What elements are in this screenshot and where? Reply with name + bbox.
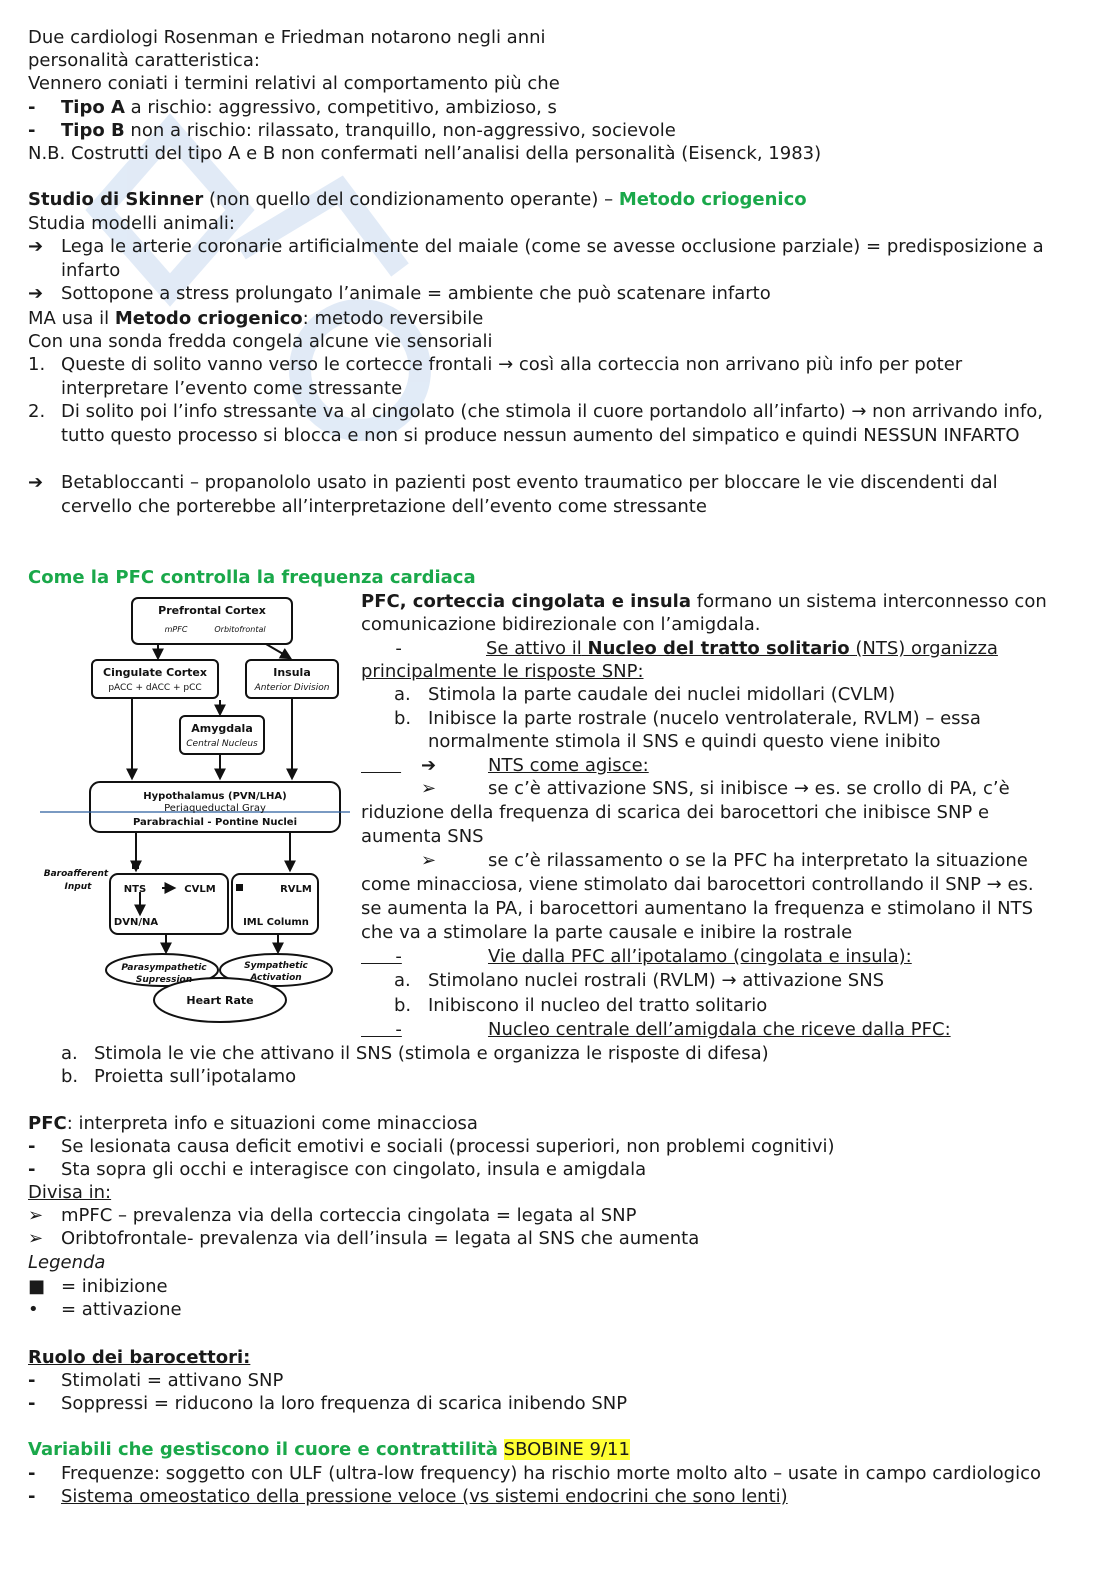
nts-item-a: a. Stimola la parte caudale dei nuclei midollari (CVLM): [394, 684, 896, 705]
baro-heading: Ruolo dei barocettori:: [28, 1347, 251, 1368]
amig-item-a: a. Stimola le vie che attivano il SNS (stimola e organizza le risposte di difesa): [61, 1043, 769, 1064]
arrow-right-icon: ➔: [28, 283, 44, 304]
svg-text:NTS: NTS: [123, 884, 147, 895]
vie-item-a: a. Stimolano nuclei rostrali (RVLM) → attivazione SNS: [394, 970, 885, 991]
svg-text:Parabrachial - Pontine Nuclei: Parabrachial - Pontine Nuclei: [132, 817, 298, 828]
nts-item-b: b. Inibisce la parte rostrale (nucelo ventrolaterale, RVLM) – essa: [394, 708, 981, 729]
pfc-item-2: - Sta sopra gli occhi e interagisce con cingolato, insula e amigdala: [28, 1159, 647, 1180]
svg-text:Input: Input: [64, 882, 92, 892]
arrow-right-icon: ➔: [421, 755, 437, 776]
square-icon: ■: [28, 1276, 46, 1297]
intro-line-2: personalità caratteristica:: [28, 50, 260, 71]
nb-note: N.B. Costrutti del tipo A e B non confermati nell’analisi della personalità (Eisenck, 1983): [28, 143, 822, 164]
arrow-right-icon: ➔: [28, 472, 44, 493]
sbobine-highlight: SBOBINE 9/11: [503, 1439, 630, 1460]
legenda-1: ■ = inibizione: [28, 1276, 168, 1297]
svg-text:Periaqueductal Gray: Periaqueductal Gray: [164, 803, 266, 814]
diagram-heart-rate-label: Heart Rate: [186, 994, 254, 1007]
legenda-2: • = attivazione: [28, 1299, 182, 1320]
svg-text:Central Nucleus: Central Nucleus: [186, 739, 258, 749]
skinner-num-1: 1. Queste di solito vanno verso le cortecce frontali → così alla corteccia non arrivano più info per poter: [28, 354, 963, 375]
inhibition-square: [132, 862, 139, 869]
pfc-p1-line2: comunicazione bidirezionale con l’amigdala.: [361, 614, 761, 635]
skinner-bullet-2: ➔ Sottopone a stress prolungato l’animale = ambiente che può scatenare infarto: [28, 283, 771, 304]
agisce-1: ➢ se c’è attivazione SNS, si inibisce → es. se crollo di PA, c’è: [421, 778, 1010, 799]
chevron-right-icon: ➢: [28, 1228, 44, 1249]
chevron-right-icon: ➢: [421, 778, 437, 799]
tipo-b-item: - Tipo B non a rischio: rilassato, tranquillo, non-aggressivo, socievole: [28, 120, 676, 141]
svg-text:Sympathetic: Sympathetic: [244, 961, 308, 971]
pfc-section-title: Come la PFC controlla la frequenza cardiaca: [28, 567, 476, 588]
pfc-item-1: - Se lesionata causa deficit emotivi e sociali (processi superiori, non problemi cognitivi): [28, 1136, 835, 1157]
amig-item-b: b. Proietta sull’ipotalamo: [61, 1066, 297, 1087]
chevron-right-icon: ➢: [28, 1205, 44, 1226]
skinner-heading: Studio di Skinner (non quello del condizionamento operante) – Metodo criogenico: [28, 189, 807, 210]
diagram-cingulate-label: Cingulate Cortex: [103, 666, 207, 679]
divisa-2: ➢ Oribtofrontale- prevalenza via dell’insula = legata al SNS che aumenta: [28, 1228, 700, 1249]
pfc-definition: PFC: interpreta info e situazioni come minacciosa: [28, 1113, 478, 1134]
beta-bullet-cont: cervello che porterebbe all’interpretazione dell’evento come stressante: [61, 496, 707, 517]
inhibition-square: [236, 884, 243, 891]
svg-text:RVLM: RVLM: [280, 884, 312, 895]
divisa-1: ➢ mPFC – prevalenza via della corteccia cingolata = legata al SNP: [28, 1205, 637, 1226]
beta-bullet: ➔ Betabloccanti – propanololo usato in pazienti post evento traumatico per bloccare le vie discendenti dal: [28, 472, 998, 493]
skinner-sonda: Con una sonda fredda congela alcune vie sensoriali: [28, 331, 493, 352]
agisce-1-cont2: aumenta SNS: [361, 826, 484, 847]
vie-item-b: b. Inibiscono il nucleo del tratto solitario: [394, 995, 768, 1016]
svg-text:DVN/NA: DVN/NA: [113, 917, 159, 928]
skinner-num-1-cont: interpretare l’evento come stressante: [61, 378, 403, 399]
svg-text:mPFC: mPFC: [164, 625, 188, 634]
pfc-p1: PFC, corteccia cingolata e insula formano un sistema interconnesso con: [361, 591, 1047, 612]
svg-text:CVLM: CVLM: [184, 884, 216, 895]
arrow-right-icon: ➔: [28, 236, 44, 257]
agisce-2-cont: come minacciosa, viene stimolato dai barocettori controllando il SNP → es.: [361, 874, 1034, 895]
svg-text:Anterior Division: Anterior Division: [254, 683, 330, 693]
tipo-a-label: Tipo A: [61, 97, 125, 118]
agisce-heading: ➔ NTS come agisce:: [421, 755, 649, 776]
variabili-heading: Variabili che gestiscono il cuore e contrattilità SBOBINE 9/11: [28, 1439, 630, 1460]
legenda-heading: Legenda: [28, 1252, 106, 1273]
divisa-heading: Divisa in:: [28, 1182, 112, 1203]
variabili-item-2: - Sistema omeostatico della pressione veloce (vs sistemi endocrini che sono lenti): [28, 1486, 788, 1507]
amig-heading: - Nucleo centrale dell’amigdala che riceve dalla PFC:: [361, 1019, 951, 1040]
svg-text:IML Column: IML Column: [243, 917, 309, 928]
agisce-2-cont2: se aumenta la PA, i barocettori aumentano la frequenza e stimolano il NTS: [361, 898, 1034, 919]
intro-line-1: Due cardiologi Rosenman e Friedman notarono negli anni: [28, 27, 546, 48]
baro-item-2: - Soppressi = riducono la loro frequenza di scarica inibendo SNP: [28, 1393, 628, 1414]
agisce-2: ➢ se c’è rilassamento o se la PFC ha interpretato la situazione: [421, 850, 1028, 871]
svg-text:Parasympathetic: Parasympathetic: [121, 963, 207, 973]
skinner-bullet-1-cont: infarto: [61, 260, 121, 281]
chevron-right-icon: ➢: [421, 850, 437, 871]
agisce-1-cont: riduzione della frequenza di scarica dei barocettori che inibisce SNP e: [361, 802, 990, 823]
nts-item-b-cont: normalmente stimola il SNS e quindi questo viene inibito: [428, 731, 941, 752]
tipo-a-item: - Tipo A a rischio: aggressivo, competitivo, ambizioso, s: [28, 97, 557, 118]
skinner-models: Studia modelli animali:: [28, 213, 235, 234]
baro-item-1: - Stimolati = attivano SNP: [28, 1370, 284, 1391]
diagram-insula-label: Insula: [273, 666, 311, 679]
svg-text:Activation: Activation: [250, 973, 302, 983]
intro-line-3: Vennero coniati i termini relativi al comportamento più che: [28, 73, 560, 94]
svg-text:Supression: Supression: [135, 975, 193, 985]
skinner-ma: MA usa il Metodo criogenico: metodo reversibile: [28, 308, 484, 329]
skinner-bullet-1: ➔ Lega le arterie coronarie artificialmente del maiale (come se avesse occlusione parziale) = predisposizione a: [28, 236, 1044, 257]
diagram-hypothalamus-label: Hypothalamus (PVN/LHA): [143, 791, 287, 802]
bullet-icon: •: [28, 1299, 39, 1320]
svg-text:Orbitofrontal: Orbitofrontal: [214, 625, 266, 634]
svg-text:pACC + dACC + pCC: pACC + dACC + pCC: [108, 683, 202, 693]
svg-text:Baroafferent: Baroafferent: [43, 869, 109, 879]
tipo-b-label: Tipo B: [61, 120, 125, 141]
vie-heading: - Vie dalla PFC all’ipotalamo (cingolata e insula):: [361, 946, 912, 967]
agisce-2-cont3: che va a stimolare la parte causale e inibire la rostrale: [361, 922, 853, 943]
nts-heading: - Se attivo il Nucleo del tratto solitario (NTS) organizza: [361, 638, 998, 659]
diagram-amygdala-label: Amygdala: [191, 722, 253, 735]
diagram-pfc-label: Prefrontal Cortex: [158, 604, 266, 617]
variabili-item-1: - Frequenze: soggetto con ULF (ultra-low frequency) ha rischio morte molto alto – usate in campo cardiologico: [28, 1463, 1042, 1484]
skinner-num-2: 2. Di solito poi l’info stressante va al cingolato (che stimola il cuore portandolo all’infarto) → non arrivando info,: [28, 401, 1043, 422]
nts-heading-cont: principalmente le risposte SNP:: [361, 661, 644, 682]
pfc-heart-rate-diagram: [40, 592, 350, 1032]
skinner-num-2-cont: tutto questo processo si blocca e non si produce nessun aumento del simpatico e quindi NESSUN INFARTO: [61, 425, 1020, 446]
